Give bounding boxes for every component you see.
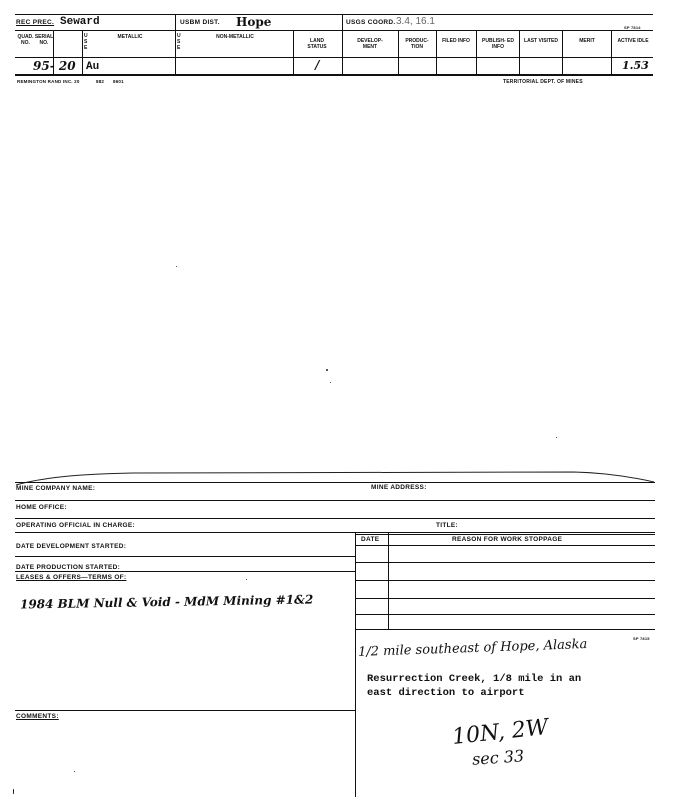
- leases-label: LEASES & OFFERS—TERMS OF:: [16, 574, 127, 581]
- township-range-handwritten: 10N, 2W: [450, 715, 550, 750]
- date-prod-started-label: DATE PRODUCTION STARTED:: [16, 564, 121, 571]
- rule-operating: [15, 518, 655, 519]
- col-last-visited: LAST VISITED: [524, 38, 558, 44]
- col-active-idle: ACTIVE IDLE: [617, 38, 649, 44]
- card-edge-curve: [14, 468, 656, 490]
- scan-speck: [330, 382, 331, 383]
- col-sep-pub: [476, 30, 477, 74]
- section-handwritten: sec 33: [471, 746, 525, 769]
- mine-company-name-label: MINE COMPANY NAME:: [16, 485, 96, 492]
- header-sep-2: [342, 14, 343, 30]
- usbm-dist-label: USBM DIST.: [180, 19, 220, 26]
- header-sep-1: [175, 14, 176, 30]
- title-label: TITLE:: [436, 522, 459, 529]
- rule-comments: [15, 710, 355, 711]
- col-sep-filed: [436, 30, 437, 74]
- col-production: PRODUC- TION: [405, 38, 429, 50]
- col-land-status: LAND STATUS: [307, 38, 327, 50]
- usbm-dist-value: Hope: [236, 15, 272, 29]
- code-1: 882: [96, 79, 105, 84]
- card-bottom-border: [15, 74, 653, 76]
- form-top-border: [15, 482, 655, 483]
- reason-column-header: REASON FOR WORK STOPPAGE: [452, 536, 563, 543]
- column-header-divider: [15, 57, 653, 58]
- metallic-value: Au: [86, 61, 100, 73]
- col-sep-merit: [562, 30, 563, 74]
- location-typed-1: Resurrection Creek, 1/8 mile in an: [367, 673, 582, 685]
- scan-speck: [176, 266, 177, 267]
- col-merit: MERIT: [579, 38, 595, 44]
- rule-stoppage-4: [355, 614, 655, 615]
- rec-prec-label: REC PREC.: [16, 19, 55, 26]
- col-use-nonmetallic: U S E: [177, 33, 181, 51]
- rule-dev-started: [15, 532, 655, 533]
- usgs-coord-label: USGS COORD.: [346, 19, 396, 26]
- leases-handwritten: 1984 BLM Null & Void - MdM Mining #1&2: [19, 592, 314, 612]
- col-serial-no: SERIAL NO.: [34, 34, 54, 46]
- rule-stoppage-5: [355, 629, 655, 630]
- code-2: 8601: [113, 79, 124, 84]
- location-typed-2: east direction to airport: [367, 687, 525, 699]
- mine-address-label: MINE ADDRESS:: [371, 484, 427, 491]
- rule-stoppage-2: [355, 580, 655, 581]
- rule-leases: [15, 571, 355, 572]
- scan-speck: [556, 437, 557, 438]
- col-use-metallic: U S E: [84, 33, 88, 51]
- location-handwritten: 1/2 mile southeast of Hope, Alaska: [357, 637, 588, 660]
- rec-prec-value: Seward: [60, 16, 100, 28]
- card-top-border: [15, 14, 653, 15]
- active-idle-value: 1.53: [622, 59, 649, 72]
- col-published-info: PUBLISH- ED INFO: [482, 38, 514, 50]
- col-sep-dev: [342, 30, 343, 74]
- col-sep-visited: [519, 30, 520, 74]
- operating-official-label: OPERATING OFFICIAL IN CHARGE:: [16, 522, 135, 529]
- col-sep-land: [293, 30, 294, 74]
- col-metallic: METALLIC: [117, 34, 143, 40]
- col-quad-no: QUAD. NO.: [17, 34, 34, 46]
- col-sep-prod: [398, 30, 399, 74]
- col-sep-nonmetal: [175, 30, 176, 74]
- scan-speck: [326, 369, 328, 371]
- scan-speck: [13, 789, 14, 794]
- land-status-value: /: [315, 58, 320, 72]
- scan-speck: [74, 771, 75, 772]
- date-dev-started-label: DATE DEVELOPMENT STARTED:: [16, 543, 127, 550]
- rule-date-header-double: [355, 534, 655, 535]
- comments-label: COMMENTS:: [16, 713, 59, 720]
- department-mark: TERRITORIAL DEPT. OF MINES: [503, 79, 583, 85]
- col-sep-use1: [82, 30, 83, 74]
- col-development: DEVELOP- MENT: [357, 38, 383, 50]
- rule-stoppage-3: [355, 598, 655, 599]
- col-filed-info: FILED INFO: [442, 38, 470, 44]
- quad-serial-value: 95- 20: [33, 59, 76, 73]
- rule-home-office: [15, 500, 655, 501]
- rule-prod-started: [15, 556, 355, 557]
- col-sep-active: [611, 30, 612, 74]
- home-office-label: HOME OFFICE:: [16, 504, 67, 511]
- usgs-coord-value: 3.4, 16.1: [396, 16, 435, 27]
- rule-stoppage-1: [355, 562, 655, 563]
- header-divider: [15, 30, 653, 31]
- rule-date-header-bottom: [355, 545, 655, 546]
- form-center-divider: [355, 532, 356, 797]
- scan-speck: [246, 579, 247, 580]
- col-nonmetallic: NON-METALLIC: [216, 34, 254, 40]
- form-code-top: SP 7814: [624, 25, 641, 30]
- form-code-bottom: SP 7815: [633, 636, 650, 641]
- date-column-divider: [388, 532, 389, 629]
- date-column-header: DATE: [361, 536, 380, 543]
- printer-mark: REMINGTON RAND INC. 20: [17, 79, 80, 84]
